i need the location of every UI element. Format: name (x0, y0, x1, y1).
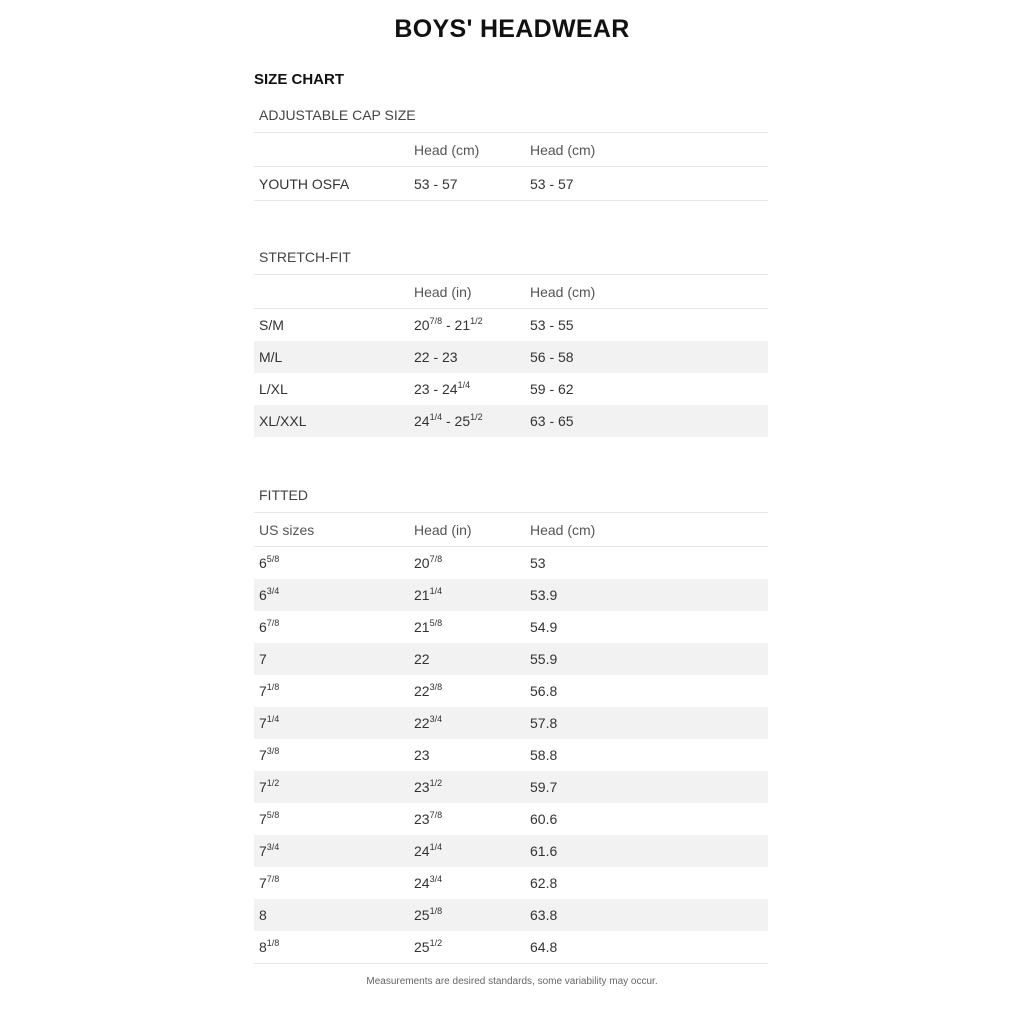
section-stretch-fit (254, 241, 768, 437)
table-row (254, 931, 768, 964)
fraction-superscript: 1/8 (266, 682, 280, 692)
table-header-row (254, 133, 768, 167)
table-cell (254, 413, 414, 429)
table-row (254, 675, 768, 707)
table-row (254, 835, 768, 867)
cell-text: L/XL (259, 381, 288, 397)
cell-text: 63 - 65 (530, 413, 574, 429)
table-cell (530, 651, 650, 667)
cell-text: 53 - 55 (530, 317, 574, 333)
page-title: BOYS' HEADWEAR (394, 15, 630, 43)
fraction-superscript: 1/4 (266, 714, 280, 724)
table-cell (254, 555, 414, 571)
cell-text: 7 (259, 683, 267, 699)
table-cell (414, 715, 530, 731)
table-cell (414, 317, 530, 333)
cell-text: 7 (259, 715, 267, 731)
table-cell (414, 811, 530, 827)
fraction-superscript: 5/8 (266, 554, 280, 564)
cell-text: XL/XXL (259, 413, 307, 429)
cell-text: 53 (530, 555, 546, 571)
table-cell (530, 875, 650, 891)
cell-text: 58.8 (530, 747, 558, 763)
cell-text: 24 (414, 413, 430, 429)
table-cell (254, 619, 414, 635)
cell-text: 7 (259, 747, 267, 763)
table-header-row (254, 513, 768, 547)
fraction-superscript: 3/4 (429, 714, 443, 724)
table-cell (530, 715, 650, 731)
column-header: Head (cm) (530, 521, 596, 538)
cell-text: 6 (259, 619, 267, 635)
table-cell (254, 381, 414, 397)
table-cell (530, 413, 650, 429)
fraction-superscript: 3/4 (429, 874, 443, 884)
cell-text: 20 (414, 555, 430, 571)
fraction-superscript: 1/2 (470, 412, 483, 422)
fraction-superscript: 5/8 (266, 810, 280, 820)
table-cell (414, 555, 530, 571)
fraction-superscript: 3/4 (266, 586, 280, 596)
cell-text: 53 - 57 (530, 175, 574, 192)
table-row (254, 309, 768, 341)
cell-text: 55.9 (530, 651, 558, 667)
fraction-superscript: 7/8 (266, 874, 280, 884)
fraction-superscript: 1/4 (457, 380, 471, 390)
cell-text: 57.8 (530, 715, 558, 731)
table-cell (530, 587, 650, 603)
cell-text: 61.6 (530, 843, 558, 859)
footnote: Measurements are desired standards, some variability may occur. (366, 976, 658, 987)
table-cell (414, 413, 530, 429)
cell-text: 20 (414, 317, 430, 333)
table-cell (254, 939, 414, 955)
table-cell (530, 747, 650, 763)
table-cell (530, 811, 650, 827)
table-cell (530, 939, 650, 955)
table-cell (414, 843, 530, 859)
table-cell (254, 349, 414, 365)
cell-text: 7 (259, 843, 267, 859)
fraction-superscript: 1/2 (429, 778, 443, 788)
cell-text: - 25 (442, 413, 471, 429)
table-cell (414, 587, 530, 603)
cell-text: 24 (414, 875, 430, 891)
section-title: FITTED (254, 479, 768, 513)
cell-text: 25 (414, 939, 430, 955)
cell-text: 53 - 57 (414, 175, 458, 192)
table-cell (254, 176, 414, 192)
fraction-superscript: 1/2 (470, 316, 483, 326)
table-cell (530, 349, 650, 365)
cell-text: 54.9 (530, 619, 558, 635)
table-cell (414, 779, 530, 795)
table-cell (530, 381, 650, 397)
cell-text: 23 (414, 747, 430, 763)
fraction-superscript: 1/2 (266, 778, 280, 788)
table-row (254, 899, 768, 931)
fraction-superscript: 1/8 (429, 906, 443, 916)
fraction-superscript: 3/8 (266, 746, 280, 756)
table-cell (414, 875, 530, 891)
section-title: STRETCH-FIT (254, 241, 768, 275)
section-adjustable-cap-size (254, 99, 768, 201)
cell-text: 24 (414, 843, 430, 859)
section-fitted (254, 479, 768, 964)
fraction-superscript: 1/4 (429, 412, 443, 422)
table-row (254, 867, 768, 899)
table-row (254, 803, 768, 835)
cell-text: 59 - 62 (530, 381, 574, 397)
table-cell (254, 587, 414, 603)
column-header: Head (in) (414, 283, 472, 300)
fraction-superscript: 3/8 (429, 682, 443, 692)
column-header: Head (cm) (530, 141, 596, 158)
cell-text: YOUTH OSFA (259, 175, 350, 192)
fraction-superscript: 7/8 (429, 316, 443, 326)
fraction-superscript: 7/8 (266, 618, 280, 628)
table-cell (414, 907, 530, 923)
cell-text: 7 (259, 651, 267, 667)
fraction-superscript: 3/4 (266, 842, 280, 852)
table-row (254, 547, 768, 579)
cell-text: M/L (259, 349, 283, 365)
cell-text: 22 (414, 651, 430, 667)
cell-text: - 21 (442, 317, 471, 333)
fraction-superscript: 1/2 (429, 938, 443, 948)
cell-text: 64.8 (530, 939, 558, 955)
size-chart-heading: SIZE CHART (254, 71, 344, 88)
cell-text: 21 (414, 619, 430, 635)
table-cell (254, 651, 414, 667)
table-cell (530, 555, 650, 571)
table-row (254, 611, 768, 643)
table-cell (414, 651, 530, 667)
table-cell (530, 907, 650, 923)
fraction-superscript: 1/4 (429, 586, 443, 596)
fraction-superscript: 7/8 (429, 554, 443, 564)
cell-text: 22 (414, 715, 430, 731)
cell-text: 56.8 (530, 683, 558, 699)
table-header-row (254, 275, 768, 309)
table-cell (530, 843, 650, 859)
cell-text: 7 (259, 811, 267, 827)
cell-text: 8 (259, 907, 267, 923)
cell-text: 7 (259, 779, 267, 795)
table-row (254, 167, 768, 201)
table-cell (254, 843, 414, 859)
table-cell (254, 811, 414, 827)
fraction-superscript: 1/4 (429, 842, 443, 852)
cell-text: 23 (414, 811, 430, 827)
table-cell (414, 747, 530, 763)
table-cell (414, 683, 530, 699)
table-row (254, 739, 768, 771)
cell-text: 22 - 23 (414, 349, 458, 365)
table-cell (254, 875, 414, 891)
table-cell (414, 349, 530, 365)
table-cell (414, 381, 530, 397)
cell-text: 21 (414, 587, 430, 603)
column-header: Head (in) (414, 521, 472, 538)
table-row (254, 579, 768, 611)
table-cell (530, 779, 650, 795)
cell-text: 53.9 (530, 587, 558, 603)
cell-text: 6 (259, 587, 267, 603)
cell-text: 23 - 24 (414, 381, 458, 397)
fraction-superscript: 7/8 (429, 810, 443, 820)
table-row (254, 707, 768, 739)
cell-text: 7 (259, 875, 267, 891)
fraction-superscript: 1/8 (266, 938, 280, 948)
table-cell (254, 317, 414, 333)
column-header: Head (cm) (414, 141, 480, 158)
table-row (254, 771, 768, 803)
column-header: Head (cm) (530, 283, 596, 300)
table-cell (254, 907, 414, 923)
table-cell (530, 683, 650, 699)
table-cell (414, 619, 530, 635)
cell-text: 22 (414, 683, 430, 699)
cell-text: 23 (414, 779, 430, 795)
table-cell (254, 779, 414, 795)
table-row (254, 643, 768, 675)
cell-text: 59.7 (530, 779, 558, 795)
table-row (254, 373, 768, 405)
section-title: ADJUSTABLE CAP SIZE (254, 99, 768, 133)
table-cell (530, 317, 650, 333)
fraction-superscript: 5/8 (429, 618, 443, 628)
cell-text: 60.6 (530, 811, 558, 827)
table-cell (254, 683, 414, 699)
table-cell (254, 747, 414, 763)
table-cell (254, 715, 414, 731)
cell-text: 25 (414, 907, 430, 923)
cell-text: S/M (259, 317, 284, 333)
cell-text: 6 (259, 555, 267, 571)
cell-text: 63.8 (530, 907, 558, 923)
cell-text: 8 (259, 939, 267, 955)
table-row (254, 341, 768, 373)
table-cell (414, 176, 530, 192)
table-cell (414, 939, 530, 955)
cell-text: 56 - 58 (530, 349, 574, 365)
table-row (254, 405, 768, 437)
cell-text: 62.8 (530, 875, 558, 891)
table-cell (530, 176, 650, 192)
column-header: US sizes (259, 521, 315, 538)
table-cell (530, 619, 650, 635)
